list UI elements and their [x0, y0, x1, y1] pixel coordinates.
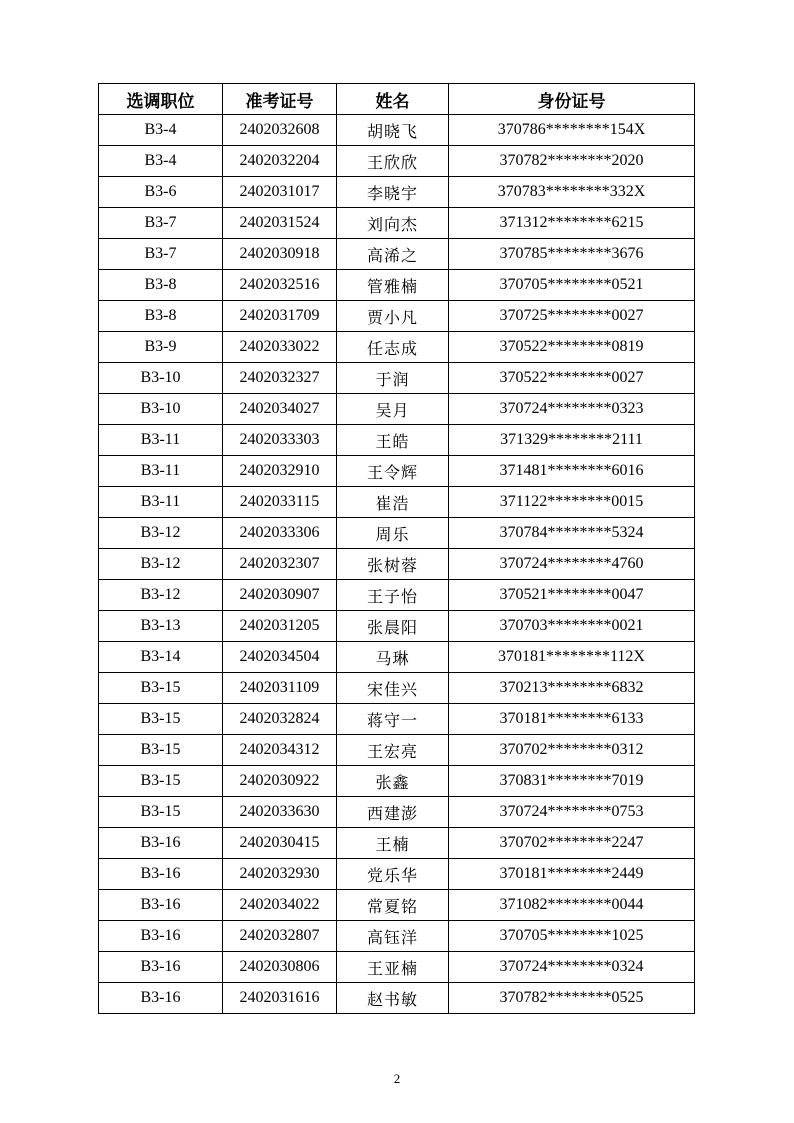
- cell-position: B3-14: [99, 642, 223, 673]
- cell-name: 王宏亮: [337, 735, 449, 766]
- cell-exam-number: 2402032910: [223, 456, 337, 487]
- cell-position: B3-4: [99, 115, 223, 146]
- cell-id-number: 370786********154X: [449, 115, 695, 146]
- cell-id-number: 370785********3676: [449, 239, 695, 270]
- cell-id-number: 370725********0027: [449, 301, 695, 332]
- table-row: [99, 673, 695, 704]
- candidate-table: [98, 83, 695, 1014]
- cell-name: 吴月: [337, 394, 449, 425]
- cell-position: B3-16: [99, 828, 223, 859]
- table-row: [99, 735, 695, 766]
- cell-id-number: 370784********5324: [449, 518, 695, 549]
- cell-id-number: 371082********0044: [449, 890, 695, 921]
- cell-name: 贾小凡: [337, 301, 449, 332]
- cell-name: 高浠之: [337, 239, 449, 270]
- cell-name: 蒋守一: [337, 704, 449, 735]
- cell-position: B3-16: [99, 890, 223, 921]
- cell-id-number: 370783********332X: [449, 177, 695, 208]
- cell-position: B3-7: [99, 239, 223, 270]
- table-row: [99, 487, 695, 518]
- cell-id-number: 370705********1025: [449, 921, 695, 952]
- cell-position: B3-15: [99, 673, 223, 704]
- cell-position: B3-4: [99, 146, 223, 177]
- table-row: [99, 549, 695, 580]
- cell-name: 西建澎: [337, 797, 449, 828]
- table-row: [99, 115, 695, 146]
- table-row: [99, 456, 695, 487]
- cell-position: B3-15: [99, 797, 223, 828]
- cell-name: 王欣欣: [337, 146, 449, 177]
- cell-position: B3-16: [99, 952, 223, 983]
- cell-exam-number: 2402030922: [223, 766, 337, 797]
- cell-name: 王皓: [337, 425, 449, 456]
- cell-exam-number: 2402032608: [223, 115, 337, 146]
- cell-id-number: 371312********6215: [449, 208, 695, 239]
- cell-exam-number: 2402032824: [223, 704, 337, 735]
- table-row: [99, 828, 695, 859]
- cell-position: B3-6: [99, 177, 223, 208]
- table-row: [99, 332, 695, 363]
- cell-exam-number: 2402030806: [223, 952, 337, 983]
- cell-exam-number: 2402033115: [223, 487, 337, 518]
- cell-exam-number: 2402032307: [223, 549, 337, 580]
- cell-name: 常夏铭: [337, 890, 449, 921]
- cell-exam-number: 2402034022: [223, 890, 337, 921]
- table-row: [99, 921, 695, 952]
- cell-name: 王令辉: [337, 456, 449, 487]
- cell-exam-number: 2402034312: [223, 735, 337, 766]
- cell-name: 马琳: [337, 642, 449, 673]
- cell-name: 赵书敏: [337, 983, 449, 1014]
- cell-id-number: 370724********4760: [449, 549, 695, 580]
- cell-id-number: 370702********0312: [449, 735, 695, 766]
- table-row: [99, 642, 695, 673]
- cell-exam-number: 2402032930: [223, 859, 337, 890]
- table-row: [99, 425, 695, 456]
- cell-id-number: 370522********0027: [449, 363, 695, 394]
- table-row: [99, 859, 695, 890]
- cell-id-number: 370522********0819: [449, 332, 695, 363]
- cell-position: B3-15: [99, 766, 223, 797]
- cell-name: 胡晓飞: [337, 115, 449, 146]
- cell-exam-number: 2402033022: [223, 332, 337, 363]
- cell-position: B3-16: [99, 921, 223, 952]
- cell-id-number: 370705********0521: [449, 270, 695, 301]
- cell-exam-number: 2402033630: [223, 797, 337, 828]
- cell-position: B3-9: [99, 332, 223, 363]
- table-row: [99, 363, 695, 394]
- cell-name: 王子怡: [337, 580, 449, 611]
- table-row: [99, 518, 695, 549]
- cell-name: 刘向杰: [337, 208, 449, 239]
- header-position: 选调职位: [99, 84, 223, 115]
- cell-position: B3-13: [99, 611, 223, 642]
- cell-name: 李晓宇: [337, 177, 449, 208]
- cell-id-number: 370831********7019: [449, 766, 695, 797]
- table-row: [99, 611, 695, 642]
- cell-position: B3-16: [99, 983, 223, 1014]
- cell-id-number: 370724********0324: [449, 952, 695, 983]
- cell-position: B3-15: [99, 735, 223, 766]
- cell-name: 张晨阳: [337, 611, 449, 642]
- cell-name: 任志成: [337, 332, 449, 363]
- cell-exam-number: 2402032204: [223, 146, 337, 177]
- cell-exam-number: 2402032327: [223, 363, 337, 394]
- table-row: [99, 766, 695, 797]
- cell-exam-number: 2402030907: [223, 580, 337, 611]
- cell-exam-number: 2402031709: [223, 301, 337, 332]
- cell-exam-number: 2402031205: [223, 611, 337, 642]
- cell-position: B3-8: [99, 301, 223, 332]
- cell-position: B3-8: [99, 270, 223, 301]
- cell-id-number: 371481********6016: [449, 456, 695, 487]
- cell-id-number: 370724********0323: [449, 394, 695, 425]
- header-exam-number: 准考证号: [223, 84, 337, 115]
- cell-position: B3-10: [99, 363, 223, 394]
- table-row: [99, 208, 695, 239]
- cell-name: 周乐: [337, 518, 449, 549]
- cell-exam-number: 2402033306: [223, 518, 337, 549]
- cell-exam-number: 2402030918: [223, 239, 337, 270]
- cell-position: B3-15: [99, 704, 223, 735]
- cell-id-number: 370703********0021: [449, 611, 695, 642]
- cell-name: 王楠: [337, 828, 449, 859]
- cell-name: 崔浩: [337, 487, 449, 518]
- cell-exam-number: 2402030415: [223, 828, 337, 859]
- cell-position: B3-11: [99, 487, 223, 518]
- cell-name: 张树蓉: [337, 549, 449, 580]
- cell-name: 张鑫: [337, 766, 449, 797]
- table-row: [99, 983, 695, 1014]
- table-body: [99, 115, 695, 1014]
- table-row: [99, 146, 695, 177]
- header-id-number: 身份证号: [449, 84, 695, 115]
- table-row: [99, 239, 695, 270]
- cell-id-number: 370181********112X: [449, 642, 695, 673]
- header-row: [99, 84, 695, 115]
- cell-name: 高钰洋: [337, 921, 449, 952]
- cell-exam-number: 2402034027: [223, 394, 337, 425]
- cell-position: B3-11: [99, 456, 223, 487]
- cell-id-number: 370181********2449: [449, 859, 695, 890]
- cell-name: 于润: [337, 363, 449, 394]
- cell-id-number: 370724********0753: [449, 797, 695, 828]
- cell-id-number: 370521********0047: [449, 580, 695, 611]
- table-row: [99, 177, 695, 208]
- cell-name: 管雅楠: [337, 270, 449, 301]
- table-row: [99, 952, 695, 983]
- cell-position: B3-12: [99, 549, 223, 580]
- cell-exam-number: 2402031017: [223, 177, 337, 208]
- cell-exam-number: 2402034504: [223, 642, 337, 673]
- cell-name: 王亚楠: [337, 952, 449, 983]
- cell-position: B3-7: [99, 208, 223, 239]
- cell-position: B3-12: [99, 518, 223, 549]
- cell-position: B3-16: [99, 859, 223, 890]
- header-name: 姓名: [337, 84, 449, 115]
- cell-position: B3-11: [99, 425, 223, 456]
- cell-exam-number: 2402031524: [223, 208, 337, 239]
- cell-position: B3-12: [99, 580, 223, 611]
- cell-exam-number: 2402033303: [223, 425, 337, 456]
- table-header: [99, 84, 695, 115]
- cell-id-number: 370702********2247: [449, 828, 695, 859]
- cell-name: 党乐华: [337, 859, 449, 890]
- cell-exam-number: 2402031109: [223, 673, 337, 704]
- table-row: [99, 704, 695, 735]
- table-row: [99, 270, 695, 301]
- cell-exam-number: 2402031616: [223, 983, 337, 1014]
- table-row: [99, 890, 695, 921]
- table-row: [99, 580, 695, 611]
- cell-exam-number: 2402032516: [223, 270, 337, 301]
- cell-name: 宋佳兴: [337, 673, 449, 704]
- table-row: [99, 394, 695, 425]
- cell-position: B3-10: [99, 394, 223, 425]
- cell-exam-number: 2402032807: [223, 921, 337, 952]
- cell-id-number: 370782********2020: [449, 146, 695, 177]
- page-number: 2: [393, 1071, 401, 1086]
- cell-id-number: 370213********6832: [449, 673, 695, 704]
- cell-id-number: 370782********0525: [449, 983, 695, 1014]
- table-row: [99, 301, 695, 332]
- cell-id-number: 370181********6133: [449, 704, 695, 735]
- table-row: [99, 797, 695, 828]
- cell-id-number: 371329********2111: [449, 425, 695, 456]
- cell-id-number: 371122********0015: [449, 487, 695, 518]
